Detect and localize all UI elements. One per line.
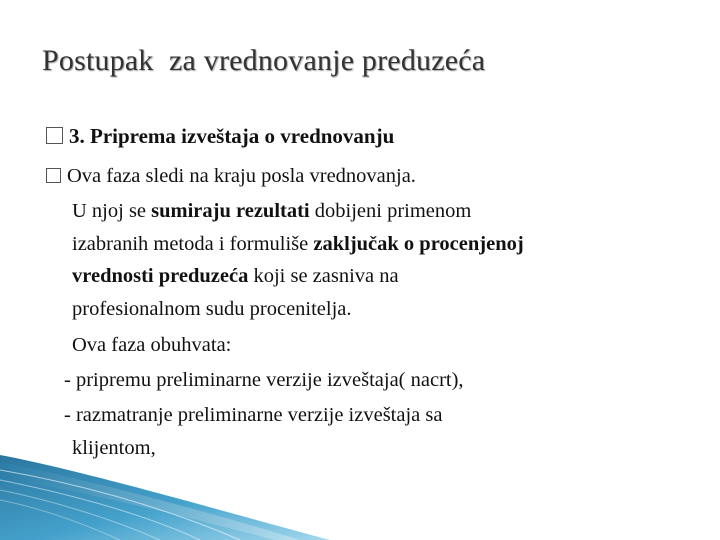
section-heading-row xyxy=(46,124,394,149)
square-bullet-icon xyxy=(46,127,63,144)
body-line-5: Ova faza obuhvata: xyxy=(72,334,232,356)
body-text: U njoj se xyxy=(72,200,152,222)
body-line-3 xyxy=(72,265,399,288)
intro-bullet-row xyxy=(46,165,416,188)
body-text: koji se zasniva na xyxy=(248,265,399,287)
body-line-1 xyxy=(72,200,471,223)
body-text: izabranih metoda i formuliše xyxy=(72,233,314,255)
bold-text: sumiraju rezultati xyxy=(151,200,310,222)
body-text: dobijeni primenom xyxy=(309,200,472,222)
intro-bullet-text: Ova faza sledi na kraju posla vrednovanja. xyxy=(67,165,416,187)
bold-text: zaključak o procenjenoj xyxy=(313,233,524,255)
square-bullet-icon xyxy=(46,168,61,183)
bold-text: vrednosti preduzeća xyxy=(72,265,249,287)
list-item-1: - pripremu preliminarne verzije izveštaja( nacrt), xyxy=(64,369,464,391)
body-line-4: profesionalnom sudu procenitelja. xyxy=(72,298,352,320)
body-line-2 xyxy=(72,233,524,256)
list-item-2-continued: klijentom, xyxy=(72,437,156,459)
list-item-2: - razmatranje preliminarne verzije izveštaja sa xyxy=(64,404,443,426)
section-heading: 3. Priprema izveštaja o vrednovanju xyxy=(69,124,395,148)
slide-title: Postupak za vrednovanje preduzeća xyxy=(42,44,486,77)
